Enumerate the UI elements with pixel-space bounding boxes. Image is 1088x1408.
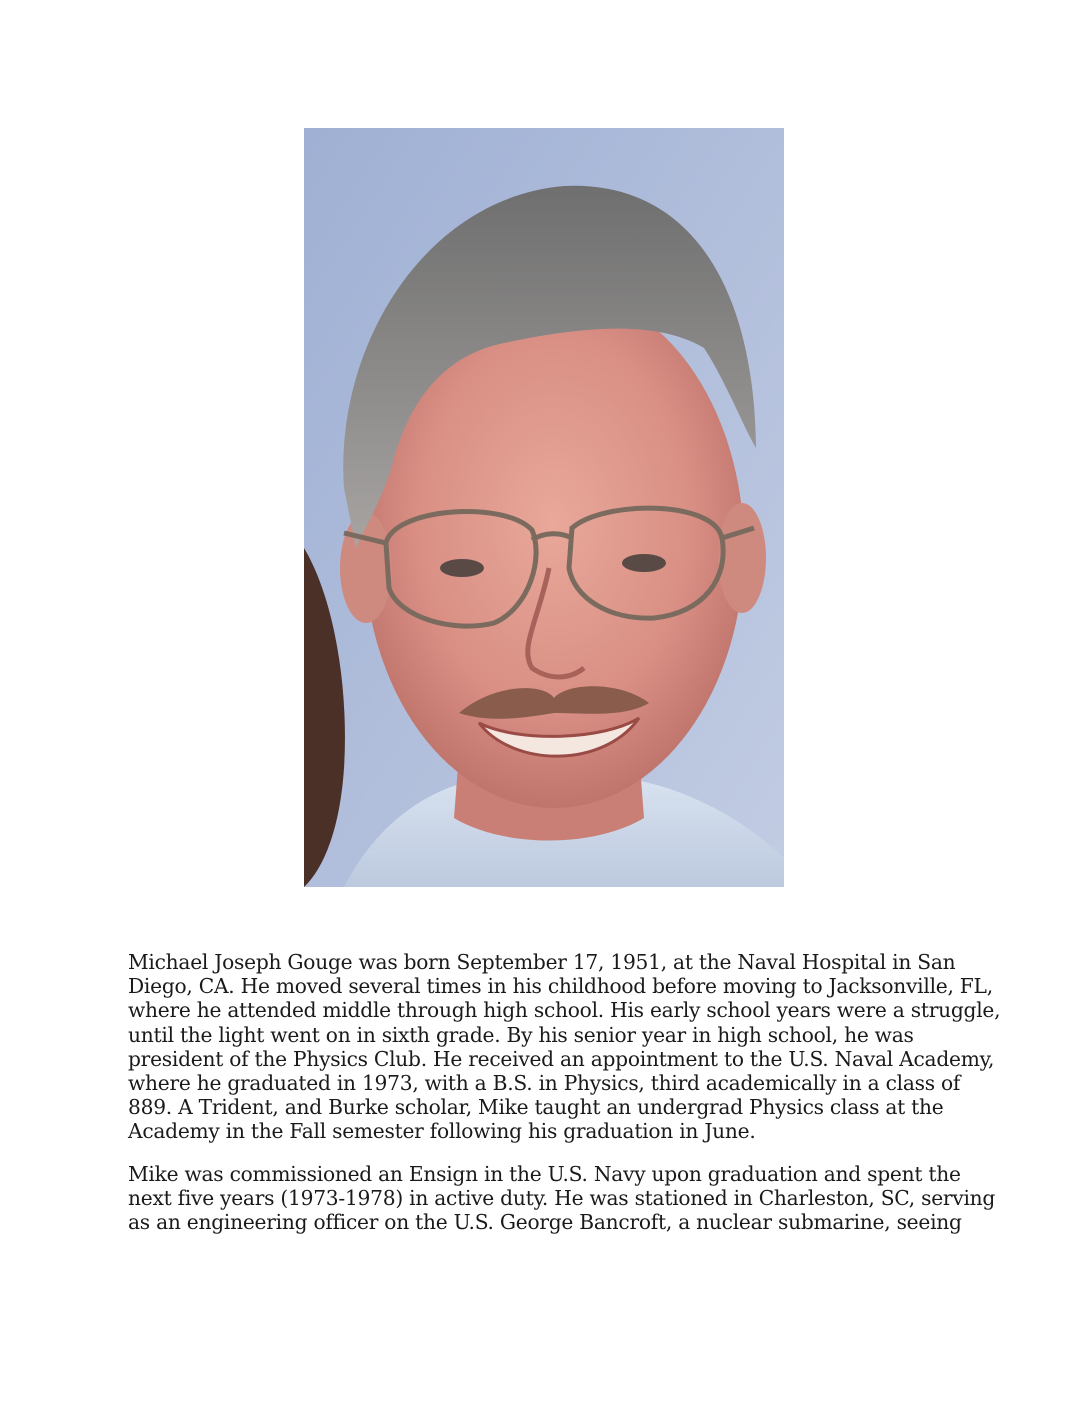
text-line: 889. A Trident, and Burke scholar, Mike taught an undergrad Physics class at the [128, 1095, 944, 1120]
text-line: as an engineering officer on the U.S. George Bancroft, a nuclear submarine, seeing [128, 1210, 962, 1235]
text-line: Mike was commissioned an Ensign in the U.S. Navy upon graduation and spent the [128, 1161, 961, 1186]
text-line: president of the Physics Club. He received an appointment to the U.S. Naval Academy, [128, 1046, 995, 1071]
portrait-illustration [304, 128, 784, 887]
text-line: until the light went on in sixth grade. By his senior year in high school, he was [128, 1022, 914, 1047]
paragraph-1 [128, 950, 1001, 1144]
paragraph-2 [128, 1161, 996, 1235]
text-line: where he graduated in 1973, with a B.S. in Physics, third academically in a class of [128, 1071, 961, 1096]
text-line: where he attended middle through high school. His early school years were a struggle, [128, 998, 1001, 1023]
biography-text [128, 950, 1001, 1235]
text-line: Academy in the Fall semester following his graduation in June. [128, 1119, 756, 1144]
text-line: Michael Joseph Gouge was born September 17, 1951, at the Naval Hospital in San [128, 950, 956, 974]
portrait-photo [304, 128, 784, 887]
text-line: Diego, CA. He moved several times in his childhood before moving to Jacksonville, FL, [128, 974, 993, 999]
text-line: next five years (1973-1978) in active duty. He was stationed in Charleston, SC, serving [128, 1185, 996, 1210]
